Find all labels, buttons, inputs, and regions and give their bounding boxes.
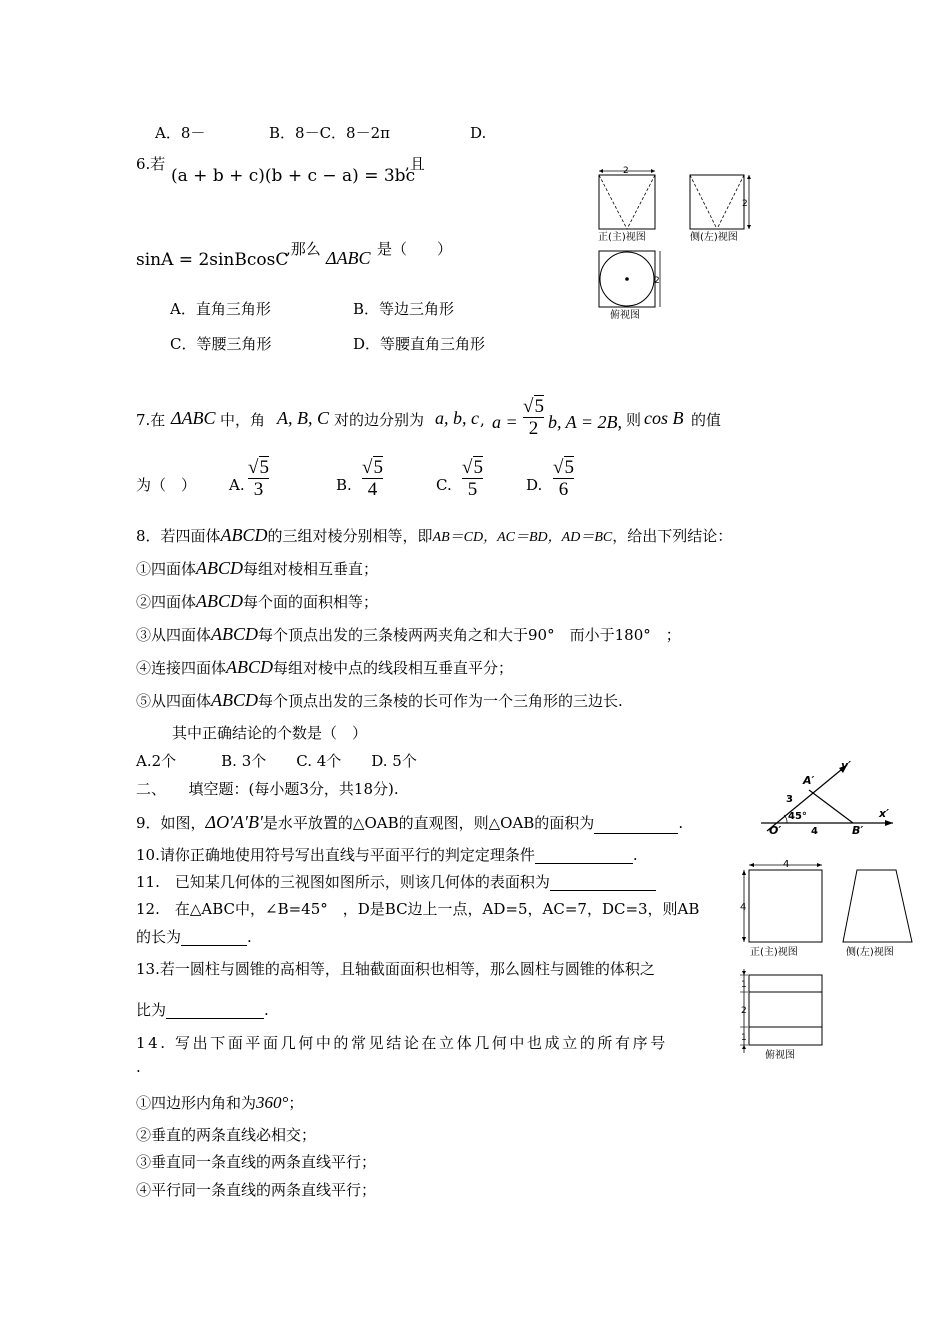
- q6-prefix: 6.若: [136, 155, 166, 173]
- q7-triangle: ΔABC: [171, 408, 216, 428]
- q7-text-1: 中，角: [220, 411, 266, 429]
- q6-mid2: ,那么: [286, 240, 321, 258]
- q7-option-b-label: B.: [336, 476, 352, 494]
- front-view-label: 正(主)视图: [598, 232, 646, 243]
- y-axis-label: y′: [841, 759, 852, 772]
- q6-tail: 是（ ）: [377, 240, 453, 258]
- q7-prefix: 7.在: [136, 411, 166, 429]
- three-view-figure-cone: [592, 162, 762, 322]
- q8-question: 其中正确结论的个数是（ ）: [172, 724, 368, 742]
- q12-line-1: 12. 在△ABC中，∠B=45° ，D是BC边上一点，AD=5，AC=7，DC=3，则AB: [136, 900, 700, 918]
- svg-text:2: 2: [654, 276, 660, 286]
- q7-text-2: 对的边分别为: [334, 411, 425, 429]
- top-view-label-2: 俯视图: [765, 1050, 795, 1061]
- q9: 9．如图，ΔO′A′B′是水平放置的△OAB的直观图，则△OAB的面积为 .: [136, 812, 684, 832]
- point-b-label: B′: [852, 824, 864, 837]
- q14-statement-1: ①四边形内角和为360°；: [136, 1093, 304, 1112]
- q13-line-1: 13.若一圆柱与圆锥的高相等，且轴截面面积也相等，那么圆柱与圆锥的体积之: [136, 960, 655, 978]
- q7-option-b-fraction: $\frac{√5}{4}$: [362, 457, 383, 500]
- front-view-label-2: 正(主)视图: [750, 947, 798, 958]
- q7-option-a-fraction: $\frac{√5}{3}$: [248, 457, 269, 500]
- q8-statement-5: ⑤从四面体ABCD每个顶点出发的三条棱的长可作为一个三角形的三边长.: [136, 690, 623, 710]
- q8-statement-1: ①四面体ABCD每组对棱相互垂直；: [136, 558, 379, 578]
- length-3-label: 3: [786, 794, 793, 805]
- q14-statement-2: ②垂直的两条直线必相交；: [136, 1126, 317, 1144]
- q5-option-d: D.: [470, 124, 487, 142]
- q8-stem: 8．若四面体ABCD的三组对棱分别相等，即AB＝CD，AC＝BD，AD＝BC，给出下列结论：: [136, 525, 733, 545]
- q7-sides: a, b, c: [435, 408, 479, 428]
- q6-option-b: B．等边三角形: [353, 300, 455, 318]
- q7-eq-lhs: a =: [492, 412, 518, 432]
- oblique-triangle-figure: [755, 755, 900, 840]
- svg-text:1: 1: [741, 1033, 747, 1043]
- q6-option-d: D．等腰直角三角形: [353, 335, 486, 353]
- q8-statement-4: ④连接四面体ABCD每组对棱中点的线段相互垂直平分；: [136, 657, 514, 677]
- q6-mid1: ,且: [405, 155, 425, 173]
- q13-line-2: 比为 .: [136, 1001, 269, 1019]
- q14-dot: .: [136, 1058, 141, 1076]
- q8-statement-2: ②四面体ABCD每个面的面积相等；: [136, 591, 379, 611]
- q5-option-a: A．8－: [155, 124, 206, 142]
- side-view-label: 侧(左)视图: [690, 232, 738, 243]
- svg-text:4: 4: [740, 902, 747, 913]
- svg-text:1: 1: [741, 980, 747, 990]
- section-2-heading: 二、 填空题：(每小题3分，共18分).: [136, 780, 399, 798]
- length-4-label: 4: [811, 826, 818, 837]
- q7-option-c-fraction: $\frac{√5}{5}$: [462, 457, 483, 500]
- point-a-label: A′: [803, 774, 815, 787]
- q6-option-c: C．等腰三角形: [170, 335, 272, 353]
- q12-line-2: 的长为 .: [136, 928, 252, 946]
- q7-option-d-label: D.: [526, 476, 543, 494]
- q14-statement-4: ④平行同一条直线的两条直线平行；: [136, 1181, 377, 1199]
- q10: 10.请你正确地使用符号写出直线与平面平行的判定定理条件 .: [136, 846, 638, 864]
- q7-text-4: 则: [626, 411, 642, 429]
- q7-fraction-sqrt5-over-2: $\frac{√5}{2}$: [523, 396, 544, 439]
- q11: 11. 已知某几何体的三视图如图所示，则该几何体的表面积为: [136, 873, 656, 891]
- q8-statement-3: ③从四面体ABCD每个顶点出发的三条棱两两夹角之和大于90° 而小于180° ；: [136, 624, 681, 644]
- q7-text-5: 的值: [691, 411, 722, 429]
- svg-text:4: 4: [783, 859, 790, 870]
- q8-options: A.2个 B. 3个 C. 4个 D. 5个: [136, 752, 417, 770]
- svg-text:2: 2: [742, 199, 748, 209]
- three-view-figure-frustum: [738, 857, 920, 1067]
- x-axis-label: x′: [879, 807, 889, 820]
- q14-statement-3: ③垂直同一条直线的两条直线平行；: [136, 1153, 377, 1171]
- point-o-label: O′: [769, 824, 782, 837]
- q6-option-a: A．直角三角形: [170, 300, 271, 318]
- q5-option-bc: B．8－C．8－2π: [269, 124, 390, 142]
- q6-equation-2: sinA = 2sinBcosC: [136, 250, 289, 270]
- angle-45-label: 45°: [788, 811, 807, 822]
- q6-triangle: ΔABC: [326, 248, 371, 268]
- svg-text:2: 2: [741, 1006, 747, 1016]
- q14-stem: 14. 写出下面平面几何中的常见结论在立体几何中也成立的所有序号: [136, 1034, 668, 1052]
- q7-text-3: ,: [480, 411, 485, 429]
- top-view-label: 俯视图: [610, 310, 640, 321]
- q7-cosb: cos B: [644, 408, 684, 428]
- side-view-label-2: 侧(左)视图: [846, 947, 894, 958]
- q7-option-a-label: A.: [229, 476, 245, 494]
- q6-equation-1: (a + b + c)(b + c − a) = 3bc: [171, 166, 416, 186]
- svg-text:2: 2: [623, 166, 629, 176]
- q7-angles: A, B, C: [277, 408, 329, 428]
- q7-option-d-fraction: $\frac{√5}{6}$: [553, 457, 574, 500]
- q7-line2: 为（ ）: [136, 476, 197, 494]
- q7-eq-rhs: b, A = 2B,: [548, 412, 622, 432]
- q7-option-c-label: C.: [436, 476, 452, 494]
